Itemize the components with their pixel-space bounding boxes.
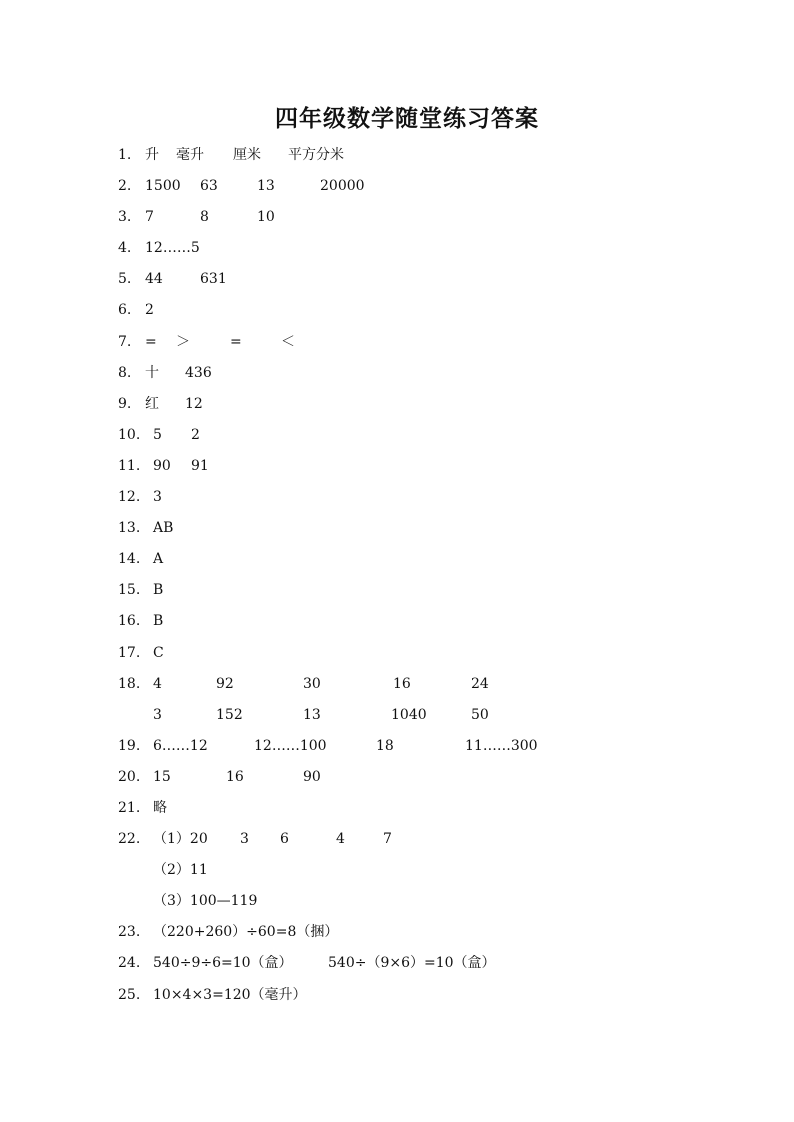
answer-value: AB bbox=[153, 520, 174, 537]
answer-value: 厘米 bbox=[233, 147, 261, 163]
answer-value: 15 bbox=[153, 768, 171, 785]
answer-value: 略 bbox=[153, 799, 167, 816]
question-number: 13. bbox=[118, 520, 141, 537]
question-number: 15. bbox=[118, 582, 141, 599]
answer-row bbox=[118, 327, 758, 358]
document-title: 四年级数学随堂练习答案 bbox=[275, 106, 539, 132]
answer-value: 10×4×3=120（毫升） bbox=[153, 986, 307, 1003]
question-number: 1. bbox=[118, 147, 132, 163]
answer-value: = bbox=[230, 333, 242, 350]
answer-row bbox=[118, 886, 758, 917]
answer-row bbox=[118, 389, 758, 420]
answer-list bbox=[118, 140, 758, 1011]
answer-value: 18 bbox=[376, 737, 394, 754]
answer-value: ＜ bbox=[281, 333, 295, 350]
answer-value: = bbox=[145, 333, 157, 350]
answer-value: 24 bbox=[471, 675, 489, 692]
answer-value: 3 bbox=[153, 706, 162, 723]
answer-row bbox=[118, 762, 758, 793]
answer-value: 90 bbox=[303, 768, 321, 785]
answer-value: 12……100 bbox=[254, 737, 327, 754]
answer-value: 16 bbox=[226, 768, 244, 785]
answer-value: 90 bbox=[153, 457, 171, 474]
question-number: 8. bbox=[118, 364, 132, 381]
answer-row bbox=[118, 606, 758, 637]
answer-value: C bbox=[153, 644, 164, 661]
answer-row bbox=[118, 233, 758, 264]
answer-row bbox=[118, 513, 758, 544]
answer-value: 92 bbox=[216, 675, 234, 692]
answer-value: 11……300 bbox=[465, 737, 538, 754]
answer-value: 12 bbox=[185, 395, 203, 412]
answer-value: 5 bbox=[153, 426, 162, 443]
answer-value: 红 bbox=[145, 395, 159, 412]
answer-row bbox=[118, 420, 758, 451]
question-number: 18. bbox=[118, 675, 141, 692]
question-number: 5. bbox=[118, 271, 132, 288]
question-number: 19. bbox=[118, 737, 141, 754]
answer-value: 毫升 bbox=[176, 147, 204, 163]
answer-row bbox=[118, 544, 758, 575]
question-number: 25. bbox=[118, 986, 141, 1003]
question-number: 16. bbox=[118, 613, 141, 630]
answer-value: 152 bbox=[216, 706, 243, 723]
answer-value: 3 bbox=[240, 831, 249, 848]
answer-value: （1）20 bbox=[153, 831, 208, 848]
answer-row bbox=[118, 482, 758, 513]
question-number: 4. bbox=[118, 240, 132, 257]
question-number: 22. bbox=[118, 831, 141, 848]
question-number: 12. bbox=[118, 489, 141, 506]
question-number: 17. bbox=[118, 644, 141, 661]
question-number: 9. bbox=[118, 395, 132, 412]
answer-row bbox=[118, 980, 758, 1011]
answer-value: 4 bbox=[153, 675, 162, 692]
answer-value: 升 bbox=[145, 147, 159, 163]
question-number: 10. bbox=[118, 426, 141, 443]
answer-row bbox=[118, 451, 758, 482]
answer-value: 63 bbox=[200, 178, 218, 195]
question-number: 20. bbox=[118, 768, 141, 785]
answer-value: 7 bbox=[145, 209, 154, 226]
answer-value: 436 bbox=[185, 364, 212, 381]
answer-row bbox=[118, 700, 758, 731]
answer-value: A bbox=[153, 551, 164, 568]
answer-value: 十 bbox=[145, 364, 159, 381]
answer-value: 91 bbox=[191, 457, 209, 474]
question-number: 2. bbox=[118, 178, 132, 195]
answer-value: （3）100—119 bbox=[153, 893, 258, 910]
answer-value: 3 bbox=[153, 489, 162, 506]
answer-value: 2 bbox=[145, 302, 154, 319]
answer-value: 1500 bbox=[145, 178, 181, 195]
answer-value: 50 bbox=[471, 706, 489, 723]
answer-value: 8 bbox=[200, 209, 209, 226]
question-number: 21. bbox=[118, 799, 141, 816]
answer-value: B bbox=[153, 613, 164, 630]
answer-value: 平方分米 bbox=[288, 147, 344, 163]
answer-row bbox=[118, 669, 758, 700]
question-number: 6. bbox=[118, 302, 132, 319]
answer-row bbox=[118, 295, 758, 326]
answer-value: 20000 bbox=[320, 178, 365, 195]
question-number: 11. bbox=[118, 457, 141, 474]
answer-value: 16 bbox=[393, 675, 411, 692]
answer-value: 7 bbox=[383, 831, 392, 848]
answer-row bbox=[118, 140, 758, 171]
answer-value: （220+260）÷60=8（捆） bbox=[153, 924, 339, 941]
answer-value: 10 bbox=[257, 209, 275, 226]
answer-row bbox=[118, 731, 758, 762]
question-number: 23. bbox=[118, 924, 141, 941]
answer-row bbox=[118, 638, 758, 669]
answer-value: 4 bbox=[336, 831, 345, 848]
question-number: 7. bbox=[118, 333, 132, 350]
answer-row bbox=[118, 793, 758, 824]
answer-row bbox=[118, 575, 758, 606]
answer-value: 2 bbox=[191, 426, 200, 443]
answer-row bbox=[118, 948, 758, 979]
answer-value: 540÷9÷6=10（盒） bbox=[153, 955, 293, 972]
question-number: 3. bbox=[118, 209, 132, 226]
answer-row bbox=[118, 358, 758, 389]
answer-value: 6 bbox=[280, 831, 289, 848]
answer-value: 13 bbox=[303, 706, 321, 723]
answer-value: 540÷（9×6）=10（盒） bbox=[328, 955, 496, 972]
answer-value: B bbox=[153, 582, 164, 599]
answer-value: （2）11 bbox=[153, 862, 208, 879]
answer-value: ＞ bbox=[176, 333, 190, 350]
answer-row bbox=[118, 264, 758, 295]
question-number: 24. bbox=[118, 955, 141, 972]
answer-value: 30 bbox=[303, 675, 321, 692]
answer-value: 631 bbox=[200, 271, 227, 288]
answer-row bbox=[118, 824, 758, 855]
answer-row bbox=[118, 202, 758, 233]
answer-row bbox=[118, 917, 758, 948]
answer-row bbox=[118, 855, 758, 886]
answer-row bbox=[118, 171, 758, 202]
answer-value: 13 bbox=[257, 178, 275, 195]
answer-value: 6……12 bbox=[153, 737, 208, 754]
question-number: 14. bbox=[118, 551, 141, 568]
answer-value: 12……5 bbox=[145, 240, 200, 257]
answer-value: 44 bbox=[145, 271, 163, 288]
answer-value: 1040 bbox=[391, 706, 427, 723]
